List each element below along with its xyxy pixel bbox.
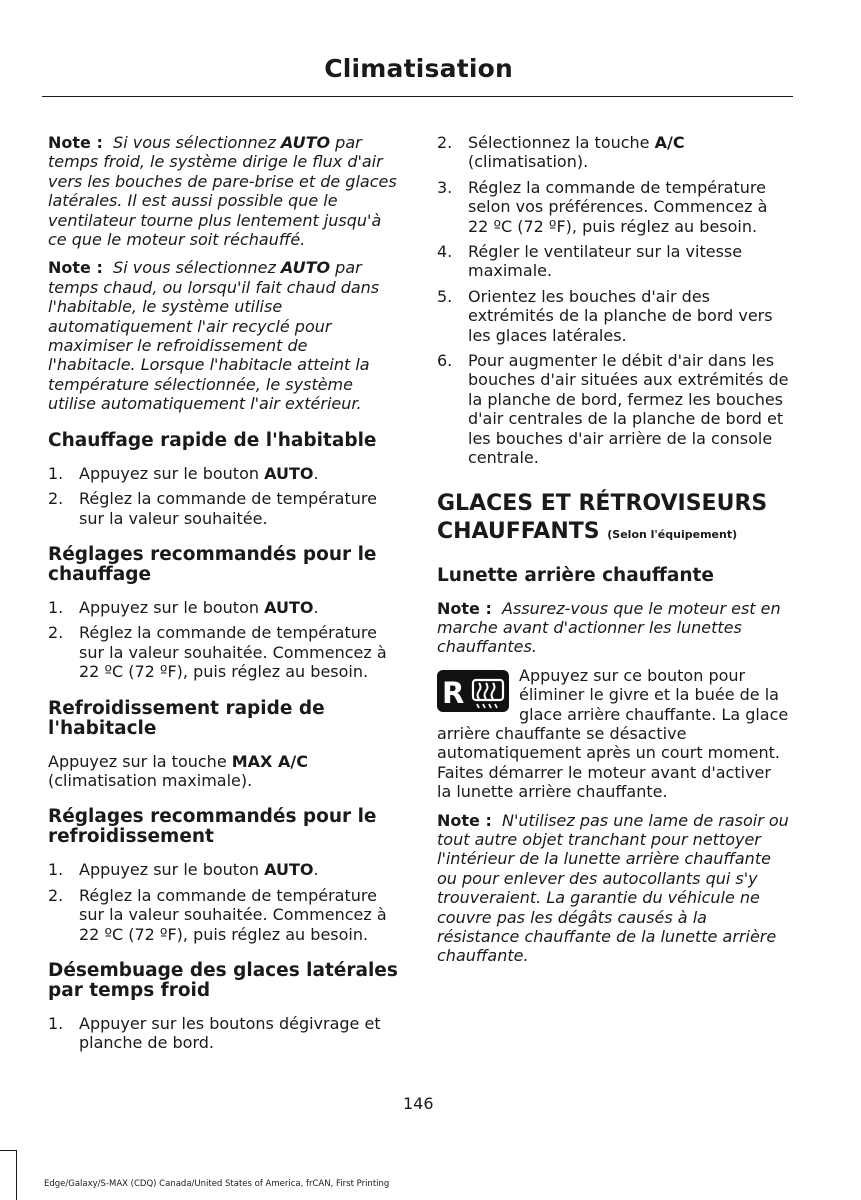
item-number: 1.: [48, 1013, 64, 1033]
note-label: Note :: [437, 810, 492, 830]
page-title: Climatisation: [324, 54, 513, 83]
note-razor-warning: [437, 811, 789, 966]
list-item: [48, 464, 400, 483]
steps-list: [48, 1014, 400, 1053]
crop-mark: [16, 1150, 17, 1200]
item-text: Réglez la commande de température sur la valeur souhaitée. Commencez à 22 ºC (72 ºF), puis réglez au besoin.: [79, 885, 387, 944]
equipment-tag: (Selon l'équipement): [607, 527, 738, 541]
print-footer: Edge/Galaxy/S-MAX (CDQ) Canada/United States of America, frCAN, First Printing: [44, 1179, 390, 1189]
chapter-heading-text: GLACES ET RÉTROVISEURS CHAUFFANTS: [437, 490, 768, 544]
list-item: [48, 489, 400, 528]
note-engine-running: [437, 599, 789, 657]
paragraph-bold: MAX A/C: [231, 751, 308, 771]
item-text: Orientez les bouches d'air des extrémités de la planche de bord vers les glaces latérales.: [468, 286, 773, 345]
paragraph: [48, 752, 400, 791]
item-number: 2.: [48, 885, 64, 905]
list-item: [48, 1014, 400, 1053]
item-number: 5.: [437, 286, 453, 306]
section-heading: Lunette arrière chauffante: [437, 564, 714, 586]
item-number: 1.: [48, 463, 64, 483]
note-auto-cold: [48, 133, 400, 249]
list-item: [437, 178, 789, 236]
rear-defrost-icon: [437, 670, 509, 712]
item-number: 2.: [48, 623, 64, 643]
paragraph-text: Appuyez sur la touche: [48, 751, 232, 771]
steps-list: [48, 598, 400, 682]
list-item: [437, 133, 789, 172]
paragraph-text: (climatisation maximale).: [48, 770, 253, 790]
note-auto-hot: [48, 258, 400, 413]
item-text: Sélectionnez la touche: [468, 133, 655, 152]
list-item: [48, 623, 400, 681]
note-label: Note :: [48, 133, 103, 152]
item-number: 6.: [437, 351, 453, 371]
list-item: [48, 860, 400, 879]
item-number: 2.: [437, 133, 453, 152]
note-text: N'utilisez pas une lame de rasoir ou tout autre objet tranchant pour nettoyer l'intérieur de la lunette arrière chauffante ou pour enlever des autocollants qui s'y trouveraient. La garantie du véhicule ne couvre pas les dégâts causés à la résistance chauffante de la lunette arrière chauffante.: [437, 810, 789, 966]
item-number: 2.: [48, 489, 64, 509]
note-label: Note :: [437, 598, 492, 618]
item-text: Réglez la commande de température sur la valeur souhaitée. Commencez à 22 ºC (72 ºF), puis réglez au besoin.: [79, 623, 387, 682]
item-number: 3.: [437, 177, 453, 197]
item-text: .: [313, 860, 319, 880]
note-text: par temps froid, le système dirige le flux d'air vers les bouches de pare-brise et de glaces latérales. Il est aussi possible que le ventilateur tourne plus lentement jusqu'à ce que le moteur soit réchauffé.: [48, 133, 397, 250]
section-heading: Désembuage des glaces latérales par temps froid: [48, 959, 398, 1001]
section-heading: Refroidissement rapide de l'habitacle: [48, 697, 325, 739]
right-column: [437, 133, 789, 975]
item-text: Réglez la commande de température sur la valeur souhaitée.: [79, 489, 377, 528]
item-text: Appuyez sur le bouton: [79, 860, 265, 880]
list-item: [437, 242, 789, 281]
item-number: 4.: [437, 242, 453, 262]
item-text: Pour augmenter le débit d'air dans les bouches d'air situées aux extrémités de la planche de bord, fermez les bouches d'air centrales de la planche de bord et les bouches d'air arrière de la console centrale.: [468, 351, 789, 468]
item-number: 1.: [48, 860, 64, 880]
note-label: Note :: [48, 258, 103, 278]
item-bold: A/C: [654, 133, 685, 152]
note-text: Si vous sélectionnez: [113, 133, 281, 152]
item-text: Appuyez sur le bouton: [79, 463, 265, 483]
crop-mark: [0, 1150, 16, 1151]
steps-list: [437, 133, 789, 468]
item-bold: AUTO: [264, 463, 314, 483]
steps-list: [48, 860, 400, 944]
item-text: Régler le ventilateur sur la vitesse maximale.: [468, 242, 743, 281]
steps-list: [48, 464, 400, 528]
left-column: [48, 133, 400, 1063]
title-divider: [42, 96, 793, 97]
item-number: 1.: [48, 597, 64, 617]
note-text: par temps chaud, ou lorsqu'il fait chaud dans l'habitable, le système utilise automatiquement l'air recyclé pour maximiser le refroidissement de l'habitacle. Lorsque l'habitacle atteint la température sélectionnée, le système utilise automatiquement l'air extérieur.: [48, 258, 380, 414]
item-text: .: [313, 597, 319, 617]
note-text: Si vous sélectionnez: [113, 258, 281, 278]
item-bold: AUTO: [264, 860, 314, 880]
item-bold: AUTO: [264, 597, 314, 617]
item-text: Appuyer sur les boutons dégivrage et planche de bord.: [79, 1013, 381, 1053]
list-item: [437, 287, 789, 345]
list-item: [437, 351, 789, 467]
note-bold: AUTO: [280, 133, 331, 152]
note-text: Assurez-vous que le moteur est en marche avant d'actionner les lunettes chauffantes.: [437, 598, 781, 657]
item-text: (climatisation).: [468, 152, 589, 172]
defrost-paragraph: [437, 666, 789, 802]
section-heading: Réglages recommandés pour le chauffage: [48, 543, 377, 585]
list-item: [48, 598, 400, 617]
page-number: 146: [403, 1094, 434, 1113]
item-text: Appuyez sur le bouton: [79, 597, 265, 617]
chapter-heading: [437, 490, 789, 549]
section-heading: Chauffage rapide de l'habitable: [48, 429, 377, 451]
item-text: .: [313, 463, 319, 483]
rear-defrost-letter: R: [442, 675, 465, 710]
section-heading: Réglages recommandés pour le refroidissement: [48, 806, 377, 848]
item-text: Réglez la commande de température selon vos préférences. Commencez à 22 ºC (72 ºF), puis réglez au besoin.: [468, 177, 768, 236]
paragraph-text: Appuyez sur ce bouton pour éliminer le givre et la buée de la glace arrière chauffante. La glace arrière chauffante se désactive automatiquement après un court moment. Faites démarrer le moteur avant d'activer la lunette arrière chauffante.: [437, 665, 789, 802]
note-bold: AUTO: [280, 258, 331, 278]
list-item: [48, 886, 400, 944]
